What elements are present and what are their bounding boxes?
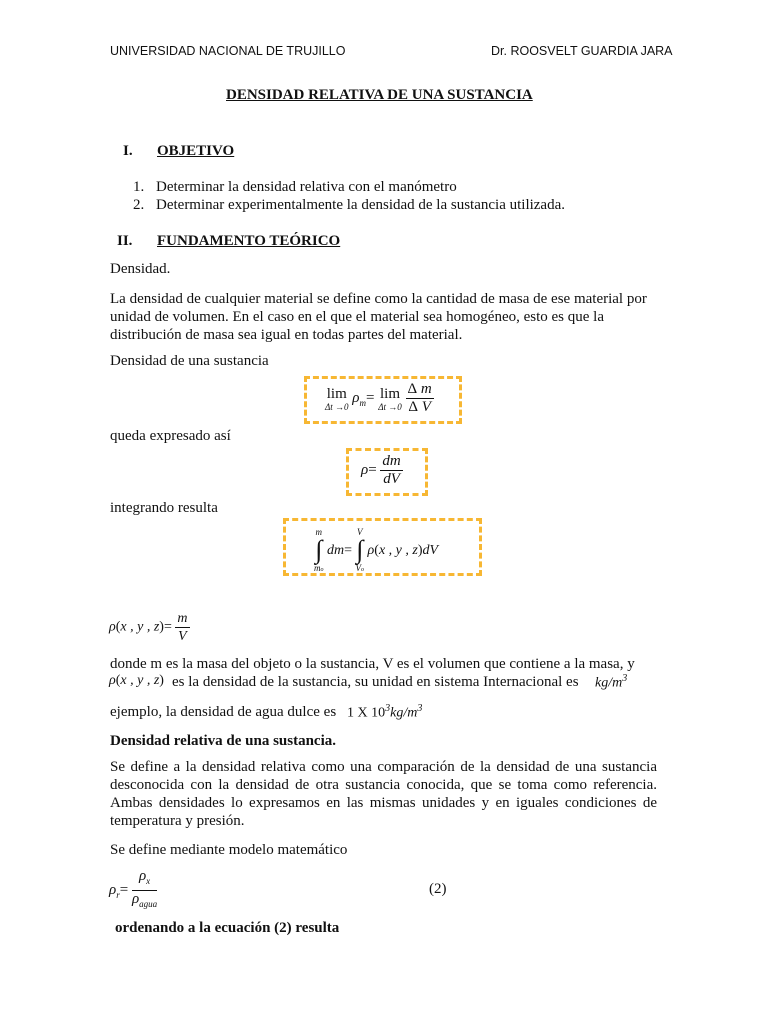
section-numeral-1: I. [123, 143, 133, 159]
header-left: UNIVERSIDAD NACIONAL DE TRUJILLO [110, 44, 346, 58]
paragraph-ordenando: ordenando a la ecuación (2) resulta [115, 920, 340, 936]
water-density-number: 1 X 10 [347, 705, 386, 721]
header-right: Dr. ROOSVELT GUARDIA JARA [491, 44, 673, 58]
paragraph-definicion: La densidad de cualquier material se define como la cantidad de masa de ese material por unidad de volumen. En el caso en el que el material sea homogéneo, esto es que la distribución de masa sea igual en todas partes del material. [110, 291, 647, 343]
section-title-objetivo: OBJETIVO [157, 143, 235, 159]
document-title: DENSIDAD RELATIVA DE UNA SUSTANCIA [226, 87, 533, 103]
si-unit [595, 673, 627, 692]
paragraph-relativa-def: Se define a la densidad relativa como una comparación de la densidad de una sustancia desconocida con la densidad de otra sustancia conocida, que se toma como referencia. Ambas densidades lo expresamos en las mismas unidades y en iguales condiciones de temperatura y presión. [110, 759, 657, 829]
objective-item-1: Determinar la densidad relativa con el manómetro [156, 179, 457, 195]
equation-derivative: ρ= $\frac{dm}{dV}$ [361, 453, 401, 487]
equation-number: (2) [429, 881, 447, 897]
equation-integral: m ∫ mo dm= V ∫ Vo ρ(x , y , z)dV [314, 527, 439, 573]
equation-relative-density: $\rho_r=$ $\frac{\rho_x}{\rho_{agua}}$ [109, 868, 158, 909]
water-density-unit-exponent: 3 [417, 703, 423, 714]
unit-text: kg/m [595, 675, 623, 691]
objective-item-2: Determinar experimentalmente la densidad de la sustancia utilizada. [156, 197, 565, 213]
paragraph-ejemplo: ejemplo, la densidad de agua dulce es [110, 704, 337, 720]
water-density-value [347, 703, 422, 722]
paragraph-densidad: Densidad. [110, 261, 171, 277]
paragraph-modelo: Se define mediante modelo matemático [110, 842, 348, 858]
paragraph-donde-line1: donde m es la masa del objeto o la sustancia, V es el volumen que contiene a la masa, y [110, 656, 635, 672]
equation-limit: lim Δt →0 $\rho_m= \lim$ Δt →0 $\frac{\text{Δ m}}{\text{Δ V}}$ [325, 381, 432, 415]
water-density-unit: kg/m [390, 705, 418, 721]
unit-exponent: 3 [622, 673, 628, 684]
section-title-fundamento: FUNDAMENTO TEÓRICO [157, 233, 341, 249]
subheading-densidad-relativa: Densidad relativa de una sustancia. [110, 733, 337, 749]
objective-number-1: 1. [133, 179, 145, 195]
water-density-exponent: 3 [385, 703, 391, 714]
equation-density-mv: ρ(x , y , z)= $\frac{m}{V}$ [109, 611, 188, 644]
section-numeral-2: II. [117, 233, 133, 249]
paragraph-integrando: integrando resulta [110, 500, 218, 516]
paragraph-queda: queda expresado así [110, 428, 231, 444]
equation-rho-xyz-inline: ρ(x , y , z) [109, 673, 164, 688]
objective-number-2: 2. [133, 197, 145, 213]
paragraph-densidad-sustancia: Densidad de una sustancia [110, 353, 269, 369]
paragraph-donde-line2: es la densidad de la sustancia, su unidad en sistema Internacional es [172, 674, 579, 690]
